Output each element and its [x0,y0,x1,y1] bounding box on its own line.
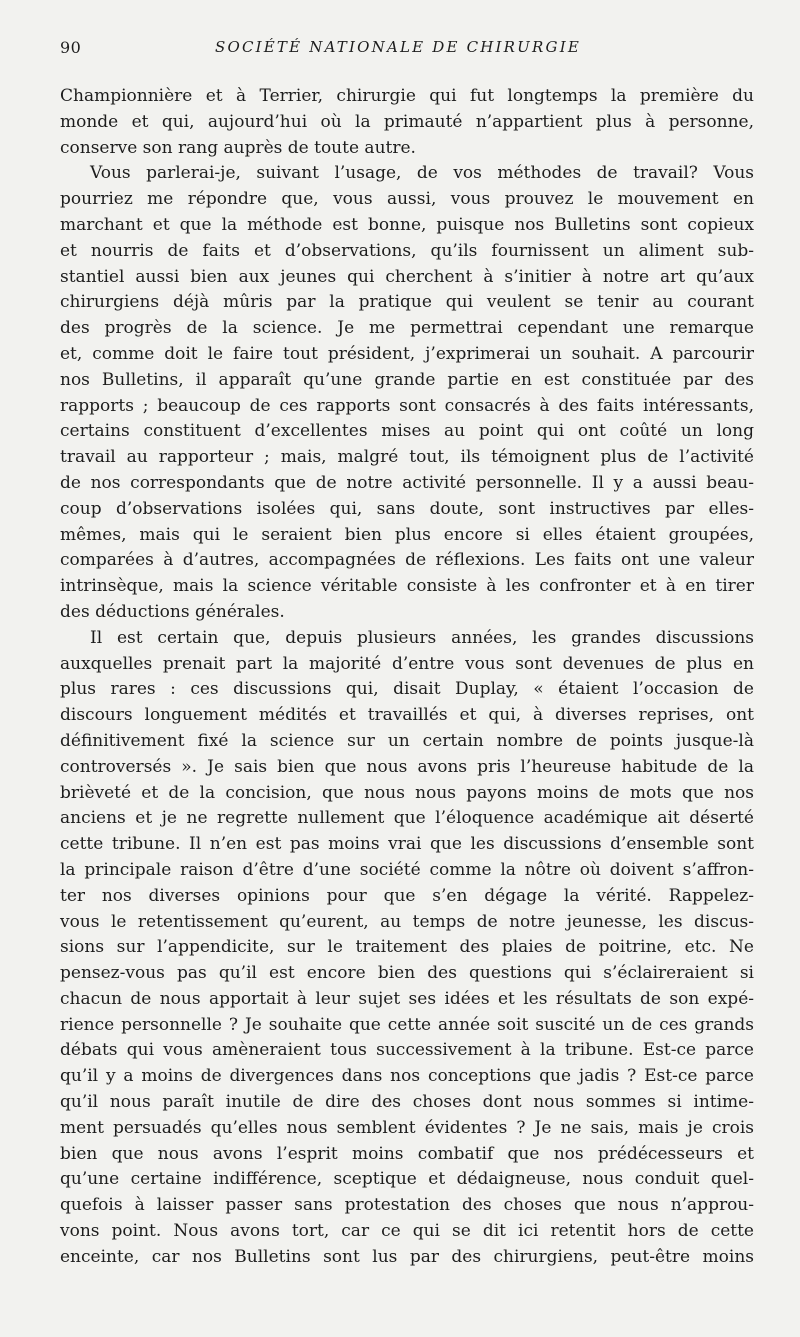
text-line: plus rares : ces discussions qui, disait Duplay, « étaient l’occasion de [60,679,754,700]
text-line: travail au rapporteur ; mais, malgré tout, ils témoignent plus de l’activité [60,447,754,468]
text-line: qu’il y a moins de divergences dans nos conceptions que jadis ? Est-ce parce [60,1066,754,1087]
text-line: rapports ; beaucoup de ces rapports sont consacrés à des faits intéressants, [60,395,754,416]
text-line: anciens et je ne regrette nullement que l’éloquence académique ait déserté [60,808,754,829]
text-line: ment persuadés qu’elles nous semblent évidentes ? Je ne sais, mais je crois [60,1117,754,1138]
text-line: controversés ». Je sais bien que nous avons pris l’heureuse habitude de la [60,756,754,777]
text-line: débats qui vous amèneraient tous successivement à la tribune. Est-ce parce [60,1040,754,1061]
text-line: des progrès de la science. Je me permettrai cependant une remarque [60,318,754,339]
text-line: rience personnelle ? Je souhaite que cette année soit suscité un de ces grands [60,1014,754,1035]
text-line: intrinsèque, mais la science véritable consiste à les confronter et à en tirer [60,576,754,597]
text-line: auxquelles prenait part la majorité d’entre vous sont devenues de plus en [60,653,754,674]
text-line: la principale raison d’être d’une société comme la nôtre où doivent s’affron- [60,859,754,880]
text-line: mêmes, mais qui le seraient bien plus encore si elles étaient groupées, [60,524,754,545]
text-line: et nourris de faits et d’observations, qu’ils fournissent un aliment sub- [60,240,754,261]
text-line: et, comme doit le faire tout président, j’exprimerai un souhait. A parcourir [60,343,754,364]
text-line: Championnière et à Terrier, chirurgie qui fut longtemps la première du [60,86,754,106]
text-line: Vous parlerai-je, suivant l’usage, de vos méthodes de travail? Vous [90,163,754,184]
text-line: conserve son rang auprès de toute autre. [60,137,416,158]
text-line: ter nos diverses opinions pour que s’en dégage la vérité. Rappelez- [60,885,754,906]
text-line: Il est certain que, depuis plusieurs années, les grandes discussions [90,627,754,648]
text-line: comparées à d’autres, accompagnées de réflexions. Les faits ont une valeur [60,550,754,571]
text-line: monde et qui, aujourd’hui où la primauté n’appartient plus à personne, [60,111,754,132]
text-line: brièveté et de la concision, que nous nous payons moins de mots que nos [60,782,754,803]
text-line: stantiel aussi bien aux jeunes qui cherchent à s’initier à notre art qu’aux [60,266,754,287]
text-line: vous le retentissement qu’eurent, au temps de notre jeunesse, les discus- [60,911,754,932]
text-line: pourriez me répondre que, vous aussi, vous prouvez le mouvement en [60,189,754,210]
text-line: vons point. Nous avons tort, car ce qui se dit ici retentit hors de cette [60,1221,754,1242]
text-line: coup d’observations isolées qui, sans doute, sont instructives par elles- [60,498,754,519]
text-line: chacun de nous apportait à leur sujet ses idées et les résultats de son expé- [60,988,754,1009]
text-line: cette tribune. Il n’en est pas moins vrai que les discussions d’ensemble sont [60,834,754,855]
page-header [60,38,780,62]
text-line: nos Bulletins, il apparaît qu’une grande partie en est constituée par des [60,369,754,390]
text-line: marchant et que la méthode est bonne, puisque nos Bulletins sont copieux [60,214,754,235]
text-line: certains constituent d’excellentes mises au point qui ont coûté un long [60,421,754,442]
text-line: quefois à laisser passer sans protestation des choses que nous n’approu- [60,1195,754,1216]
text-line: discours longuement médités et travaillés et qui, à diverses reprises, ont [60,705,754,726]
text-line: qu’une certaine indifférence, sceptique et dédaigneuse, nous conduit quel- [60,1169,754,1190]
text-line: qu’il nous paraît inutile de dire des choses dont nous sommes si intime- [60,1092,754,1113]
text-line: des déductions générales. [60,601,285,622]
text-line: sions sur l’appendicite, sur le traitement des plaies de poitrine, etc. Ne [60,937,754,958]
text-line: pensez-vous pas qu’il est encore bien des questions qui s’éclaireraient si [60,963,754,984]
text-line: définitivement fixé la science sur un certain nombre de points jusque-là [60,730,754,751]
text-line: enceinte, car nos Bulletins sont lus par des chirurgiens, peut-être moins [60,1246,754,1267]
running-head: SOCIÉTÉ NATIONALE DE CHIRURGIE [215,38,581,56]
page-number: 90 [60,38,82,57]
text-line: de nos correspondants que de notre activité personnelle. Il y a aussi beau- [60,472,754,493]
text-line: bien que nous avons l’esprit moins combatif que nos prédécesseurs et [60,1143,754,1164]
body-text [60,84,754,1271]
text-line: chirurgiens déjà mûris par la pratique qui veulent se tenir au courant [60,292,754,313]
